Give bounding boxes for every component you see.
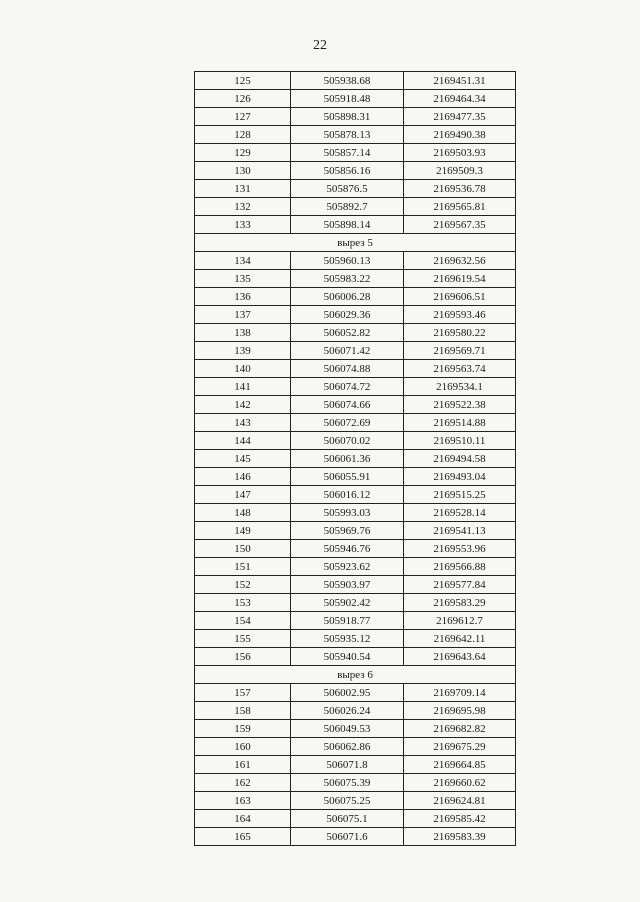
section-header-row	[195, 666, 516, 684]
table-row	[195, 108, 516, 126]
x-coordinate-cell: 505960.13	[291, 252, 404, 270]
x-coordinate-cell: 506070.02	[291, 432, 404, 450]
table-row	[195, 684, 516, 702]
x-coordinate-cell: 506074.66	[291, 396, 404, 414]
point-number-cell: 164	[195, 810, 291, 828]
page-number: 22	[313, 38, 327, 53]
point-number-cell: 155	[195, 630, 291, 648]
point-number-cell: 133	[195, 216, 291, 234]
y-coordinate-cell: 2169477.35	[404, 108, 516, 126]
coordinates-table	[194, 71, 516, 846]
y-coordinate-cell: 2169569.71	[404, 342, 516, 360]
y-coordinate-cell: 2169528.14	[404, 504, 516, 522]
x-coordinate-cell: 505918.77	[291, 612, 404, 630]
x-coordinate-cell: 506052.82	[291, 324, 404, 342]
y-coordinate-cell: 2169567.35	[404, 216, 516, 234]
y-coordinate-cell: 2169583.29	[404, 594, 516, 612]
y-coordinate-cell: 2169494.58	[404, 450, 516, 468]
y-coordinate-cell: 2169566.88	[404, 558, 516, 576]
x-coordinate-cell: 505878.13	[291, 126, 404, 144]
y-coordinate-cell: 2169612.7	[404, 612, 516, 630]
table-row	[195, 396, 516, 414]
y-coordinate-cell: 2169660.62	[404, 774, 516, 792]
point-number-cell: 150	[195, 540, 291, 558]
x-coordinate-cell: 505923.62	[291, 558, 404, 576]
y-coordinate-cell: 2169619.54	[404, 270, 516, 288]
coordinates-table-body	[195, 72, 516, 846]
table-row	[195, 306, 516, 324]
y-coordinate-cell: 2169580.22	[404, 324, 516, 342]
table-row	[195, 702, 516, 720]
y-coordinate-cell: 2169464.34	[404, 90, 516, 108]
point-number-cell: 143	[195, 414, 291, 432]
x-coordinate-cell: 506029.36	[291, 306, 404, 324]
x-coordinate-cell: 506071.8	[291, 756, 404, 774]
x-coordinate-cell: 506026.24	[291, 702, 404, 720]
x-coordinate-cell: 505983.22	[291, 270, 404, 288]
point-number-cell: 163	[195, 792, 291, 810]
x-coordinate-cell: 506075.25	[291, 792, 404, 810]
table-row	[195, 432, 516, 450]
y-coordinate-cell: 2169643.64	[404, 648, 516, 666]
section-title: вырез 5	[195, 234, 516, 252]
point-number-cell: 162	[195, 774, 291, 792]
point-number-cell: 128	[195, 126, 291, 144]
y-coordinate-cell: 2169490.38	[404, 126, 516, 144]
point-number-cell: 161	[195, 756, 291, 774]
y-coordinate-cell: 2169515.25	[404, 486, 516, 504]
table-row	[195, 144, 516, 162]
x-coordinate-cell: 506074.88	[291, 360, 404, 378]
point-number-cell: 131	[195, 180, 291, 198]
y-coordinate-cell: 2169664.85	[404, 756, 516, 774]
x-coordinate-cell: 506062.86	[291, 738, 404, 756]
table-row	[195, 198, 516, 216]
x-coordinate-cell: 506055.91	[291, 468, 404, 486]
table-row	[195, 648, 516, 666]
point-number-cell: 152	[195, 576, 291, 594]
x-coordinate-cell: 506075.1	[291, 810, 404, 828]
point-number-cell: 159	[195, 720, 291, 738]
point-number-cell: 146	[195, 468, 291, 486]
y-coordinate-cell: 2169695.98	[404, 702, 516, 720]
y-coordinate-cell: 2169451.31	[404, 72, 516, 90]
table-row	[195, 216, 516, 234]
y-coordinate-cell: 2169624.81	[404, 792, 516, 810]
y-coordinate-cell: 2169606.51	[404, 288, 516, 306]
table-row	[195, 342, 516, 360]
y-coordinate-cell: 2169682.82	[404, 720, 516, 738]
point-number-cell: 132	[195, 198, 291, 216]
table-row	[195, 594, 516, 612]
x-coordinate-cell: 505940.54	[291, 648, 404, 666]
x-coordinate-cell: 505876.5	[291, 180, 404, 198]
point-number-cell: 134	[195, 252, 291, 270]
x-coordinate-cell: 506071.42	[291, 342, 404, 360]
point-number-cell: 137	[195, 306, 291, 324]
x-coordinate-cell: 505892.7	[291, 198, 404, 216]
y-coordinate-cell: 2169632.56	[404, 252, 516, 270]
x-coordinate-cell: 505969.76	[291, 522, 404, 540]
table-row	[195, 756, 516, 774]
y-coordinate-cell: 2169593.46	[404, 306, 516, 324]
table-row	[195, 126, 516, 144]
y-coordinate-cell: 2169536.78	[404, 180, 516, 198]
y-coordinate-cell: 2169675.29	[404, 738, 516, 756]
point-number-cell: 139	[195, 342, 291, 360]
x-coordinate-cell: 506049.53	[291, 720, 404, 738]
table-row	[195, 486, 516, 504]
table-row	[195, 270, 516, 288]
table-row	[195, 576, 516, 594]
table-row	[195, 180, 516, 198]
table-row	[195, 90, 516, 108]
point-number-cell: 125	[195, 72, 291, 90]
table-row	[195, 630, 516, 648]
section-title: вырез 6	[195, 666, 516, 684]
x-coordinate-cell: 505938.68	[291, 72, 404, 90]
point-number-cell: 156	[195, 648, 291, 666]
x-coordinate-cell: 505898.31	[291, 108, 404, 126]
y-coordinate-cell: 2169509.3	[404, 162, 516, 180]
x-coordinate-cell: 505993.03	[291, 504, 404, 522]
x-coordinate-cell: 505918.48	[291, 90, 404, 108]
y-coordinate-cell: 2169577.84	[404, 576, 516, 594]
y-coordinate-cell: 2169553.96	[404, 540, 516, 558]
table-row	[195, 720, 516, 738]
y-coordinate-cell: 2169709.14	[404, 684, 516, 702]
point-number-cell: 147	[195, 486, 291, 504]
table-row	[195, 468, 516, 486]
x-coordinate-cell: 505857.14	[291, 144, 404, 162]
point-number-cell: 157	[195, 684, 291, 702]
table-row	[195, 360, 516, 378]
y-coordinate-cell: 2169510.11	[404, 432, 516, 450]
table-row	[195, 540, 516, 558]
table-row	[195, 810, 516, 828]
table-row	[195, 252, 516, 270]
y-coordinate-cell: 2169563.74	[404, 360, 516, 378]
table-row	[195, 558, 516, 576]
x-coordinate-cell: 506002.95	[291, 684, 404, 702]
point-number-cell: 154	[195, 612, 291, 630]
table-row	[195, 828, 516, 846]
point-number-cell: 160	[195, 738, 291, 756]
table-row	[195, 324, 516, 342]
table-row	[195, 450, 516, 468]
point-number-cell: 158	[195, 702, 291, 720]
y-coordinate-cell: 2169583.39	[404, 828, 516, 846]
point-number-cell: 138	[195, 324, 291, 342]
y-coordinate-cell: 2169541.13	[404, 522, 516, 540]
x-coordinate-cell: 506072.69	[291, 414, 404, 432]
y-coordinate-cell: 2169514.88	[404, 414, 516, 432]
x-coordinate-cell: 505903.97	[291, 576, 404, 594]
table-row	[195, 522, 516, 540]
y-coordinate-cell: 2169493.04	[404, 468, 516, 486]
x-coordinate-cell: 506075.39	[291, 774, 404, 792]
table-row	[195, 162, 516, 180]
y-coordinate-cell: 2169522.38	[404, 396, 516, 414]
point-number-cell: 165	[195, 828, 291, 846]
table-row	[195, 288, 516, 306]
point-number-cell: 129	[195, 144, 291, 162]
y-coordinate-cell: 2169585.42	[404, 810, 516, 828]
y-coordinate-cell: 2169565.81	[404, 198, 516, 216]
point-number-cell: 151	[195, 558, 291, 576]
point-number-cell: 136	[195, 288, 291, 306]
x-coordinate-cell: 506071.6	[291, 828, 404, 846]
table-row	[195, 612, 516, 630]
y-coordinate-cell: 2169642.11	[404, 630, 516, 648]
table-row	[195, 72, 516, 90]
table-row	[195, 792, 516, 810]
x-coordinate-cell: 506006.28	[291, 288, 404, 306]
point-number-cell: 135	[195, 270, 291, 288]
x-coordinate-cell: 505856.16	[291, 162, 404, 180]
x-coordinate-cell: 505946.76	[291, 540, 404, 558]
point-number-cell: 148	[195, 504, 291, 522]
section-header-row	[195, 234, 516, 252]
y-coordinate-cell: 2169534.1	[404, 378, 516, 396]
point-number-cell: 145	[195, 450, 291, 468]
point-number-cell: 127	[195, 108, 291, 126]
point-number-cell: 126	[195, 90, 291, 108]
table-row	[195, 414, 516, 432]
table-row	[195, 738, 516, 756]
table-row	[195, 378, 516, 396]
point-number-cell: 130	[195, 162, 291, 180]
x-coordinate-cell: 506061.36	[291, 450, 404, 468]
y-coordinate-cell: 2169503.93	[404, 144, 516, 162]
point-number-cell: 142	[195, 396, 291, 414]
x-coordinate-cell: 506016.12	[291, 486, 404, 504]
point-number-cell: 141	[195, 378, 291, 396]
point-number-cell: 140	[195, 360, 291, 378]
point-number-cell: 144	[195, 432, 291, 450]
point-number-cell: 149	[195, 522, 291, 540]
x-coordinate-cell: 506074.72	[291, 378, 404, 396]
x-coordinate-cell: 505898.14	[291, 216, 404, 234]
point-number-cell: 153	[195, 594, 291, 612]
table-row	[195, 774, 516, 792]
table-row	[195, 504, 516, 522]
x-coordinate-cell: 505902.42	[291, 594, 404, 612]
x-coordinate-cell: 505935.12	[291, 630, 404, 648]
